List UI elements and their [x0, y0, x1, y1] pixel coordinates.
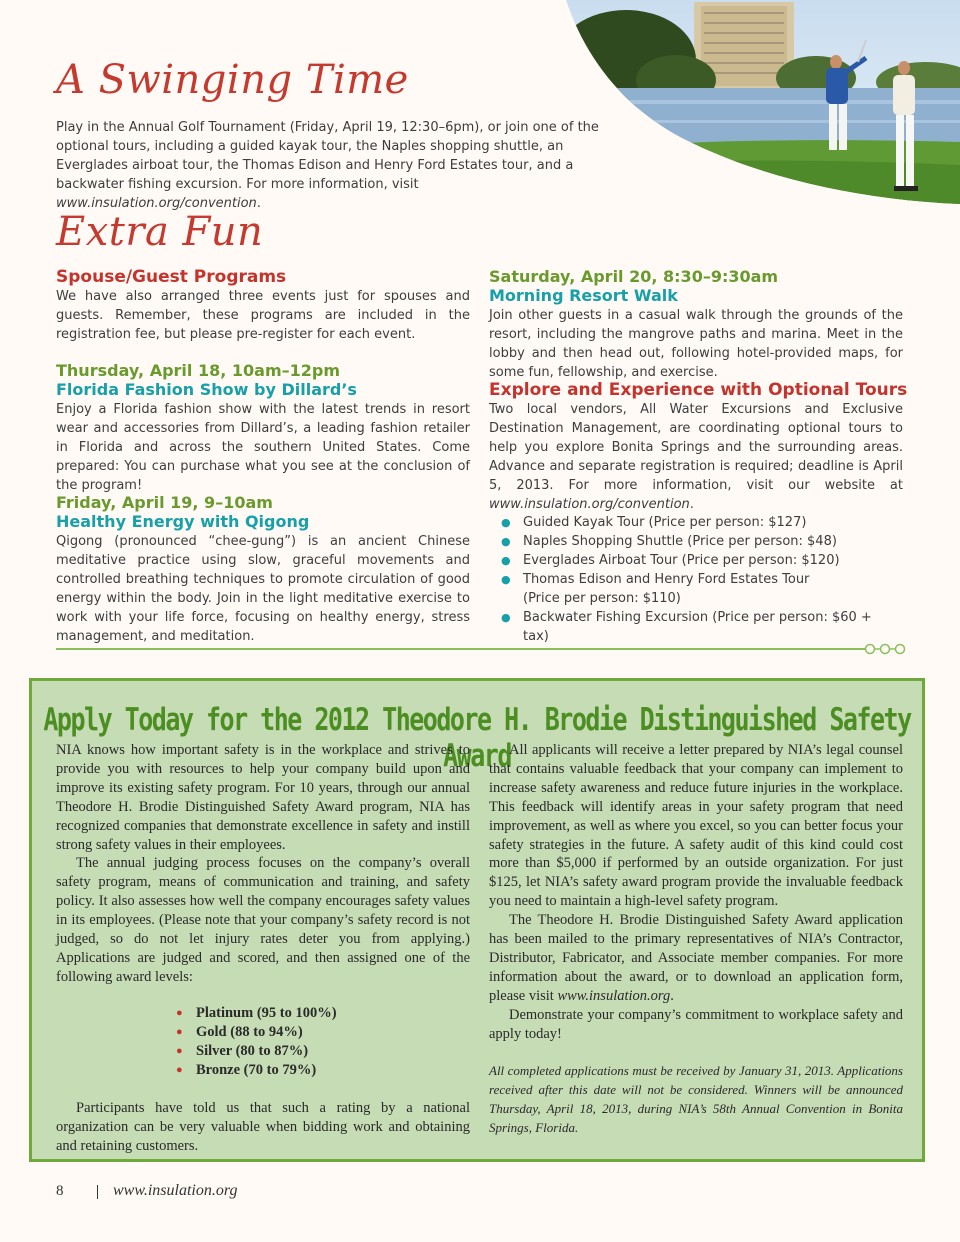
tours-url[interactable]: www.insulation.org/convention [489, 497, 690, 512]
award-paragraph: Demonstrate your company’s commitment to workplace safety and apply today! [489, 1006, 903, 1042]
fashion-title: Florida Fashion Show by Dillard’s [56, 380, 357, 399]
award-right-column [489, 741, 903, 1044]
list-item: ● Gold (88 to 94%) [176, 1023, 303, 1040]
award-deadline-note: All completed applications must be received by January 31, 2013. Applications received after this date will not be considered. Winners will be announced Thursday, April 18, 2013, during NIA’s 58th Annual Convention in Bonita Springs, Florida. [489, 1063, 903, 1135]
swinging-end: . [256, 196, 261, 211]
spouse-text: We have also arranged three events just for spouses and guests. Remember, these programs are included in the registration fee, but please pre-register for each event. [56, 289, 470, 342]
list-item: ● Bronze (70 to 79%) [176, 1061, 317, 1078]
list-item: ● Naples Shopping Shuttle (Price per person: $48) [501, 534, 837, 549]
award-left-column [56, 741, 470, 987]
list-item: ● Thomas Edison and Henry Ford Estates Tour (Price per person: $110) [501, 572, 810, 606]
qigong-date: Friday, April 19, 9–10am [56, 493, 273, 512]
list-item: ● Guided Kayak Tour (Price per person: $127) [501, 515, 807, 530]
tours-body: Two local vendors, All Water Excursions and Exclusive Destination Management, are coordinating optional tours to help you explore Bonita Springs and the surrounding areas. Advance and separate registration is required; deadline is April 5, 2013. For more information, visit our website at [489, 402, 903, 493]
footer-divider [97, 1185, 98, 1199]
swinging-body: Play in the Annual Golf Tournament (Friday, April 19, 12:30–6pm), or join one of the optional tours, including a guided kayak tour, the Naples shopping shuttle, an Everglades airboat tour, the Thomas Edison and Henry Ford Estates tour, and a backwater fishing excursion. For more information, visit [56, 120, 599, 192]
award-paragraph: The annual judging process focuses on the company’s overall safety program, means of communication and training, and safety policy. It also assesses how well the company encourages safety values in its employees. (Please note that your company’s safety record is not judged, so do not let injury rates deter you from applying.) Applications are judged and scored, and then assigned one of the following award levels: [56, 855, 470, 985]
swinging-heading: A Swinging Time [56, 57, 409, 103]
walk-date: Saturday, April 20, 8:30–9:30am [489, 267, 779, 286]
bullet-icon: ● [501, 535, 511, 548]
award-paragraph: Participants have told us that such a rating by a national organization can be very valuable when bidding work and obtaining and retaining customers. [56, 1100, 470, 1154]
golf-photo [566, 0, 960, 204]
qigong-text: Qigong (pronounced “chee-gung”) is an ancient Chinese meditative practice using slow, graceful movements and controlled breathing techniques to promote circulation of good energy within the body. Join in the light meditative exercise to work with your life force, focusing on healthy energy, stress management, and meditation. [56, 534, 470, 644]
rings-ornament-icon [862, 642, 908, 656]
tours-list [489, 513, 889, 646]
footer-url[interactable]: www.insulation.org [113, 1182, 238, 1199]
award-url[interactable]: www.insulation.org [557, 987, 671, 1004]
bullet-icon: ● [501, 554, 511, 567]
page-number: 8 [56, 1183, 64, 1199]
extra-heading: Extra Fun [56, 209, 264, 255]
section-divider [56, 648, 866, 650]
award-title: Apply Today for the 2012 Theodore H. Brodie Distinguished Safety Award [43, 701, 911, 774]
bullet-icon: ● [501, 573, 511, 586]
list-item: ● Silver (80 to 87%) [176, 1042, 309, 1059]
bullet-icon: ● [176, 1044, 183, 1057]
bullet-icon: ● [501, 611, 511, 624]
award-paragraph: The Theodore H. Brodie Distinguished Safety Award application has been mailed to the primary representatives of NIA’s Contractor, Distributor, Fabricator, and Associate member companies. For more information about the award, or to download an application form, please visit www.insulation.org. [489, 912, 903, 1004]
fashion-text: Enjoy a Florida fashion show with the latest trends in resort wear and accessories from Dillard’s, a leading fashion retailer in Florida and across the southern United States. Come prepared: You can purchase what you see at the conclusion of the program! [56, 402, 470, 493]
award-box [29, 678, 925, 1162]
bullet-icon: ● [176, 1025, 183, 1038]
award-paragraph: All applicants will receive a letter prepared by NIA’s legal counsel that contains valuable feedback that your company can implement to increase safety awareness and reduce future injuries in the workplace. This feedback will identify areas in your safety program that need improvement, as well as where you excel, so you can better focus your safety strategies in the future. A safety audit of this kind could cost more than $5,000 if performed by an outside organization. For just $125, let NIA’s safety award program provide the invaluable feedback you need to maintain a high-level safety program. [489, 742, 903, 910]
qigong-title: Healthy Energy with Qigong [56, 512, 310, 531]
bullet-icon: ● [501, 516, 511, 529]
tours-heading: Explore and Experience with Optional Tours [489, 380, 908, 400]
bullet-icon: ● [176, 1007, 183, 1019]
swinging-url[interactable]: www.insulation.org/convention [56, 196, 257, 211]
list-item: ● Backwater Fishing Excursion (Price per person: $60 + tax) [501, 610, 872, 644]
walk-text: Join other guests in a casual walk through the grounds of the resort, including the mangrove paths and marina. Meet in the lobby and then head out, following hotel-provided maps, for some fun, fellowship, and exercise. [489, 308, 903, 380]
list-item: ● Platinum (95 to 100%) [176, 1005, 337, 1021]
award-left-bottom [56, 1099, 470, 1156]
award-note [489, 1061, 903, 1137]
award-levels [174, 1004, 394, 1080]
walk-title: Morning Resort Walk [489, 286, 678, 305]
tours-end: . [689, 497, 694, 512]
tours-text [489, 400, 903, 514]
award-paragraph: NIA knows how important safety is in the workplace and strives to provide you with resources to help your company build upon and improve its existing safety program. For 10 years, through our annual Theodore H. Brodie Distinguished Safety Award program, NIA has recognized companies that demonstrate excellence in safety and instill strong safety values in their employees. [56, 742, 470, 853]
spouse-heading: Spouse/Guest Programs [56, 267, 287, 287]
swinging-text [56, 118, 608, 213]
list-item: ● Everglades Airboat Tour (Price per person: $120) [501, 553, 840, 568]
fashion-date: Thursday, April 18, 10am–12pm [56, 361, 341, 380]
bullet-icon: ● [176, 1063, 183, 1076]
